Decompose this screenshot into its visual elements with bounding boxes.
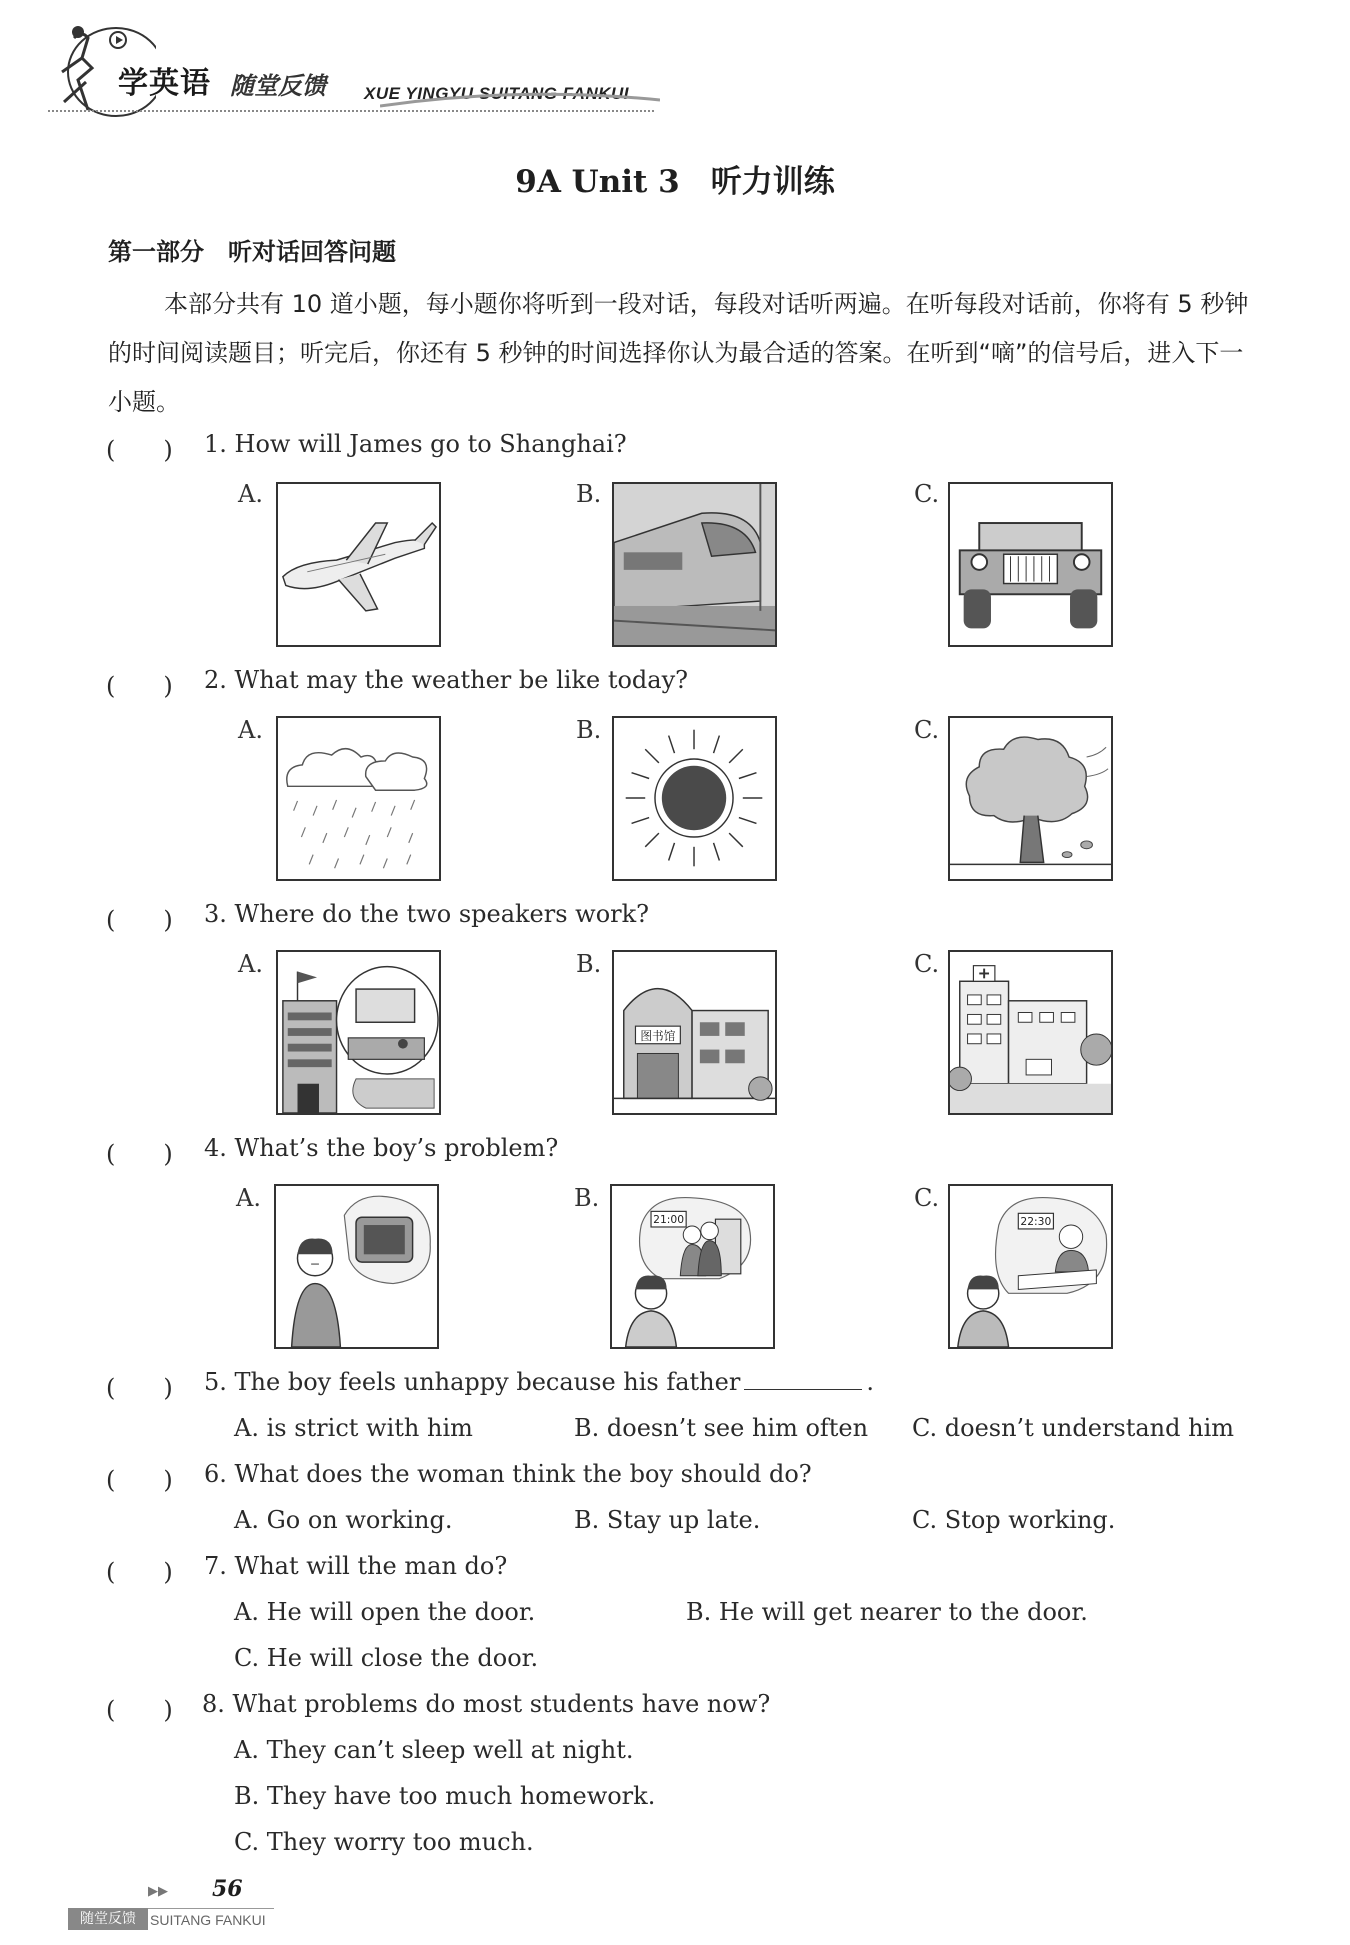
library-sign: 图书馆 <box>640 1028 676 1043</box>
header-brand-en: XUE YINGYU SUITANG FANKUI <box>364 84 630 103</box>
question-2: 2. What may the weather be like today? <box>204 666 689 694</box>
header-swoosh <box>380 92 660 110</box>
hospital-picture <box>948 950 1113 1115</box>
option-label: A. <box>238 480 263 508</box>
boy-parents-clock-picture <box>610 1184 775 1349</box>
option-label: C. <box>914 716 940 744</box>
option-6b[interactable]: B. Stay up late. <box>574 1506 761 1534</box>
fill-blank[interactable] <box>744 1389 862 1390</box>
option-7c[interactable]: C. He will close the door. <box>234 1644 539 1672</box>
option-label: C. <box>914 480 940 508</box>
answer-blank-1[interactable]: ( ) <box>106 436 173 464</box>
option-5b[interactable]: B. doesn’t see him often <box>574 1414 869 1442</box>
question-7: 7. What will the man do? <box>204 1552 508 1580</box>
page-number: 56 <box>212 1876 243 1902</box>
option-6a[interactable]: A. Go on working. <box>234 1506 453 1534</box>
sun-picture <box>612 716 777 881</box>
question-5: 5. The boy feels unhappy because his father . <box>204 1368 874 1396</box>
page-arrow-icon: ▶▶ <box>148 1884 168 1899</box>
answer-blank-3[interactable]: ( ) <box>106 906 173 934</box>
option-7b[interactable]: B. He will get nearer to the door. <box>686 1598 1088 1626</box>
answer-blank-6[interactable]: ( ) <box>106 1466 173 1494</box>
question-1: 1. How will James go to Shanghai? <box>204 430 627 458</box>
section-intro: 本部分共有 10 道小题，每小题你将听到一段对话，每段对话听两遍。在听每段对话前，你将有 5 秒钟的时间阅读题目；听完后，你还有 5 秒钟的时间选择你认为最合适的答案。在听到“嘀”的信号后，进入下一小题。 <box>108 290 1249 416</box>
question-3: 3. Where do the two speakers work? <box>204 900 650 928</box>
rain-picture <box>276 716 441 881</box>
jeep-picture <box>948 482 1113 647</box>
footer-brand-en: SUITANG FANKUI <box>150 1912 266 1928</box>
train-picture <box>612 482 777 647</box>
answer-blank-7[interactable]: ( ) <box>106 1558 173 1586</box>
option-label: B. <box>576 950 602 978</box>
library-picture <box>612 950 777 1115</box>
option-label: B. <box>576 480 602 508</box>
option-8a[interactable]: A. They can’t sleep well at night. <box>234 1736 634 1764</box>
airplane-picture <box>276 482 441 647</box>
answer-blank-8[interactable]: ( ) <box>106 1696 173 1724</box>
question-4: 4. What’s the boy’s problem? <box>204 1134 559 1162</box>
option-7a[interactable]: A. He will open the door. <box>234 1598 536 1626</box>
header-divider <box>48 110 654 112</box>
header-brand-sub: 随堂反馈 <box>230 72 326 100</box>
question-8: 8. What problems do most students have now? <box>202 1690 771 1718</box>
option-6c[interactable]: C. Stop working. <box>912 1506 1116 1534</box>
option-label: A. <box>238 716 263 744</box>
option-8c[interactable]: C. They worry too much. <box>234 1828 534 1856</box>
option-label: C. <box>914 950 940 978</box>
option-label: A. <box>236 1184 261 1212</box>
answer-blank-5[interactable]: ( ) <box>106 1374 173 1402</box>
answer-blank-4[interactable]: ( ) <box>106 1140 173 1168</box>
option-label: A. <box>238 950 263 978</box>
question-6: 6. What does the woman think the boy should do? <box>204 1460 812 1488</box>
option-label: B. <box>574 1184 600 1212</box>
option-5a[interactable]: A. is strict with him <box>234 1414 473 1442</box>
option-8b[interactable]: B. They have too much homework. <box>234 1782 656 1810</box>
answer-blank-2[interactable]: ( ) <box>106 672 173 700</box>
tv-station-picture <box>276 950 441 1115</box>
clock-b: 21:00 <box>653 1213 685 1227</box>
option-5c[interactable]: C. doesn’t understand him <box>912 1414 1235 1442</box>
clock-c: 22:30 <box>1020 1215 1052 1229</box>
windy-tree-picture <box>948 716 1113 881</box>
option-label: B. <box>576 716 602 744</box>
boy-tv-picture <box>274 1184 439 1349</box>
boy-homework-clock-picture <box>948 1184 1113 1349</box>
section-heading: 第一部分 听对话回答问题 <box>108 238 396 266</box>
page-title: 9A Unit 3 听力训练 <box>515 164 835 200</box>
header-brand: 学英语 <box>118 66 211 101</box>
option-label: C. <box>914 1184 940 1212</box>
footer-brand: 随堂反馈 <box>68 1908 148 1930</box>
